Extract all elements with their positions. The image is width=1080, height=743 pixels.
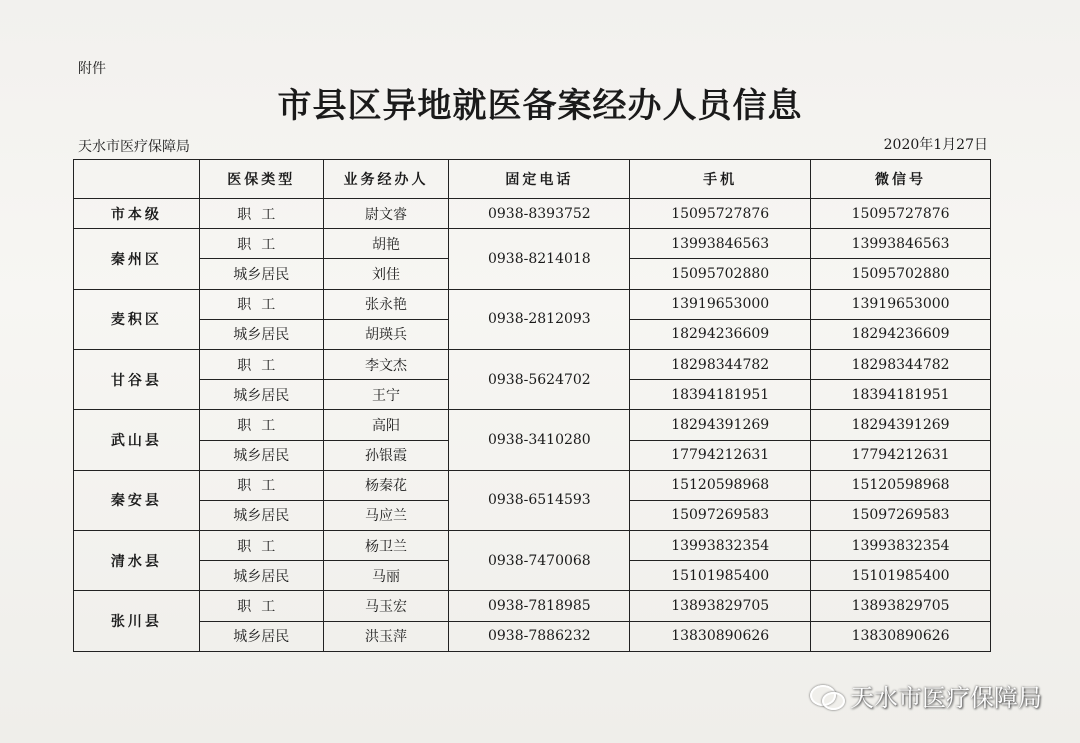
column-header bbox=[74, 160, 200, 199]
wechat-id-cell: 15095727876 bbox=[811, 199, 991, 229]
region-cell: 武山县 bbox=[74, 410, 200, 470]
insurance-type-cell: 城乡居民 bbox=[199, 440, 323, 470]
insurance-type-cell: 城乡居民 bbox=[199, 380, 323, 410]
wechat-id-cell: 18298344782 bbox=[811, 349, 991, 379]
staff-name-cell: 胡瑛兵 bbox=[323, 319, 449, 349]
table-row bbox=[74, 410, 991, 440]
insurance-type-cell: 城乡居民 bbox=[199, 259, 323, 289]
landline-cell: 0938-7886232 bbox=[449, 621, 630, 651]
insurance-type-cell: 职工 bbox=[199, 229, 323, 259]
mobile-cell: 18298344782 bbox=[630, 349, 811, 379]
column-header: 医保类型 bbox=[199, 160, 323, 199]
organization-name: 天水市医疗保障局 bbox=[78, 139, 190, 155]
insurance-type-cell: 职工 bbox=[199, 531, 323, 561]
landline-cell: 0938-3410280 bbox=[449, 410, 630, 470]
table-row bbox=[74, 229, 991, 259]
staff-name-cell: 洪玉萍 bbox=[323, 621, 449, 651]
mobile-cell: 15120598968 bbox=[630, 470, 811, 500]
landline-cell: 0938-5624702 bbox=[449, 349, 630, 409]
mobile-cell: 13919653000 bbox=[630, 289, 811, 319]
landline-cell: 0938-8393752 bbox=[449, 199, 630, 229]
landline-cell: 0938-2812093 bbox=[449, 289, 630, 349]
wechat-id-cell: 15095702880 bbox=[811, 259, 991, 289]
wechat-id-cell: 18294391269 bbox=[811, 410, 991, 440]
mobile-cell: 15101985400 bbox=[630, 561, 811, 591]
wechat-id-cell: 18394181951 bbox=[811, 380, 991, 410]
landline-cell: 0938-6514593 bbox=[449, 470, 630, 530]
table-row bbox=[74, 349, 991, 379]
staff-name-cell: 尉文睿 bbox=[323, 199, 449, 229]
mobile-cell: 17794212631 bbox=[630, 440, 811, 470]
watermark-text: 天水市医疗保障局 bbox=[850, 684, 1042, 712]
insurance-type-cell: 职工 bbox=[199, 470, 323, 500]
insurance-type-cell: 职工 bbox=[199, 289, 323, 319]
insurance-type-cell: 城乡居民 bbox=[199, 319, 323, 349]
attachment-label: 附件 bbox=[78, 61, 106, 77]
mobile-cell: 15095702880 bbox=[630, 259, 811, 289]
table-row bbox=[74, 621, 991, 651]
table-row bbox=[74, 199, 991, 229]
staff-table bbox=[73, 159, 991, 652]
column-header: 手机 bbox=[630, 160, 811, 199]
staff-name-cell: 刘佳 bbox=[323, 259, 449, 289]
staff-name-cell: 高阳 bbox=[323, 410, 449, 440]
column-header: 微信号 bbox=[811, 160, 991, 199]
region-cell: 市本级 bbox=[74, 199, 200, 229]
page-title: 市县区异地就医备案经办人员信息 bbox=[277, 86, 803, 126]
region-cell: 麦积区 bbox=[74, 289, 200, 349]
staff-name-cell: 杨卫兰 bbox=[323, 531, 449, 561]
document-date: 2020年1月27日 bbox=[883, 137, 988, 153]
wechat-id-cell: 15097269583 bbox=[811, 500, 991, 530]
insurance-type-cell: 职工 bbox=[199, 410, 323, 440]
insurance-type-cell: 职工 bbox=[199, 349, 323, 379]
region-cell: 张川县 bbox=[74, 591, 200, 651]
landline-cell: 0938-7470068 bbox=[449, 531, 630, 591]
wechat-id-cell: 17794212631 bbox=[811, 440, 991, 470]
wechat-id-cell: 13919653000 bbox=[811, 289, 991, 319]
table-row bbox=[74, 591, 991, 621]
wechat-id-cell: 15101985400 bbox=[811, 561, 991, 591]
insurance-type-cell: 城乡居民 bbox=[199, 500, 323, 530]
mobile-cell: 13993832354 bbox=[630, 531, 811, 561]
insurance-type-cell: 城乡居民 bbox=[199, 561, 323, 591]
mobile-cell: 18394181951 bbox=[630, 380, 811, 410]
mobile-cell: 18294236609 bbox=[630, 319, 811, 349]
mobile-cell: 13830890626 bbox=[630, 621, 811, 651]
region-cell: 秦州区 bbox=[74, 229, 200, 289]
table-row bbox=[74, 470, 991, 500]
insurance-type-cell: 职工 bbox=[199, 591, 323, 621]
wechat-id-cell: 13893829705 bbox=[811, 591, 991, 621]
wechat-id-cell: 13993832354 bbox=[811, 531, 991, 561]
wechat-id-cell: 13830890626 bbox=[811, 621, 991, 651]
wechat-id-cell: 15120598968 bbox=[811, 470, 991, 500]
wechat-watermark bbox=[810, 678, 1042, 713]
staff-name-cell: 马应兰 bbox=[323, 500, 449, 530]
mobile-cell: 13893829705 bbox=[630, 591, 811, 621]
landline-cell: 0938-8214018 bbox=[449, 229, 630, 289]
mobile-cell: 15097269583 bbox=[630, 500, 811, 530]
table-body bbox=[74, 199, 991, 652]
insurance-type-cell: 城乡居民 bbox=[199, 621, 323, 651]
table-header-row bbox=[74, 160, 991, 199]
mobile-cell: 18294391269 bbox=[630, 410, 811, 440]
wechat-icon bbox=[810, 683, 844, 709]
staff-name-cell: 马玉宏 bbox=[323, 591, 449, 621]
region-cell: 秦安县 bbox=[74, 470, 200, 530]
staff-name-cell: 马丽 bbox=[323, 561, 449, 591]
table-row bbox=[74, 289, 991, 319]
column-header: 固定电话 bbox=[449, 160, 630, 199]
region-cell: 清水县 bbox=[74, 531, 200, 591]
region-cell: 甘谷县 bbox=[74, 349, 200, 409]
landline-cell: 0938-7818985 bbox=[449, 591, 630, 621]
staff-name-cell: 李文杰 bbox=[323, 349, 449, 379]
column-header: 业务经办人 bbox=[323, 160, 449, 199]
staff-name-cell: 孙银霞 bbox=[323, 440, 449, 470]
staff-name-cell: 胡艳 bbox=[323, 229, 449, 259]
staff-name-cell: 王宁 bbox=[323, 380, 449, 410]
table-row bbox=[74, 531, 991, 561]
staff-name-cell: 张永艳 bbox=[323, 289, 449, 319]
mobile-cell: 15095727876 bbox=[630, 199, 811, 229]
wechat-id-cell: 13993846563 bbox=[811, 229, 991, 259]
staff-name-cell: 杨秦花 bbox=[323, 470, 449, 500]
mobile-cell: 13993846563 bbox=[630, 229, 811, 259]
insurance-type-cell: 职工 bbox=[199, 199, 323, 229]
wechat-id-cell: 18294236609 bbox=[811, 319, 991, 349]
